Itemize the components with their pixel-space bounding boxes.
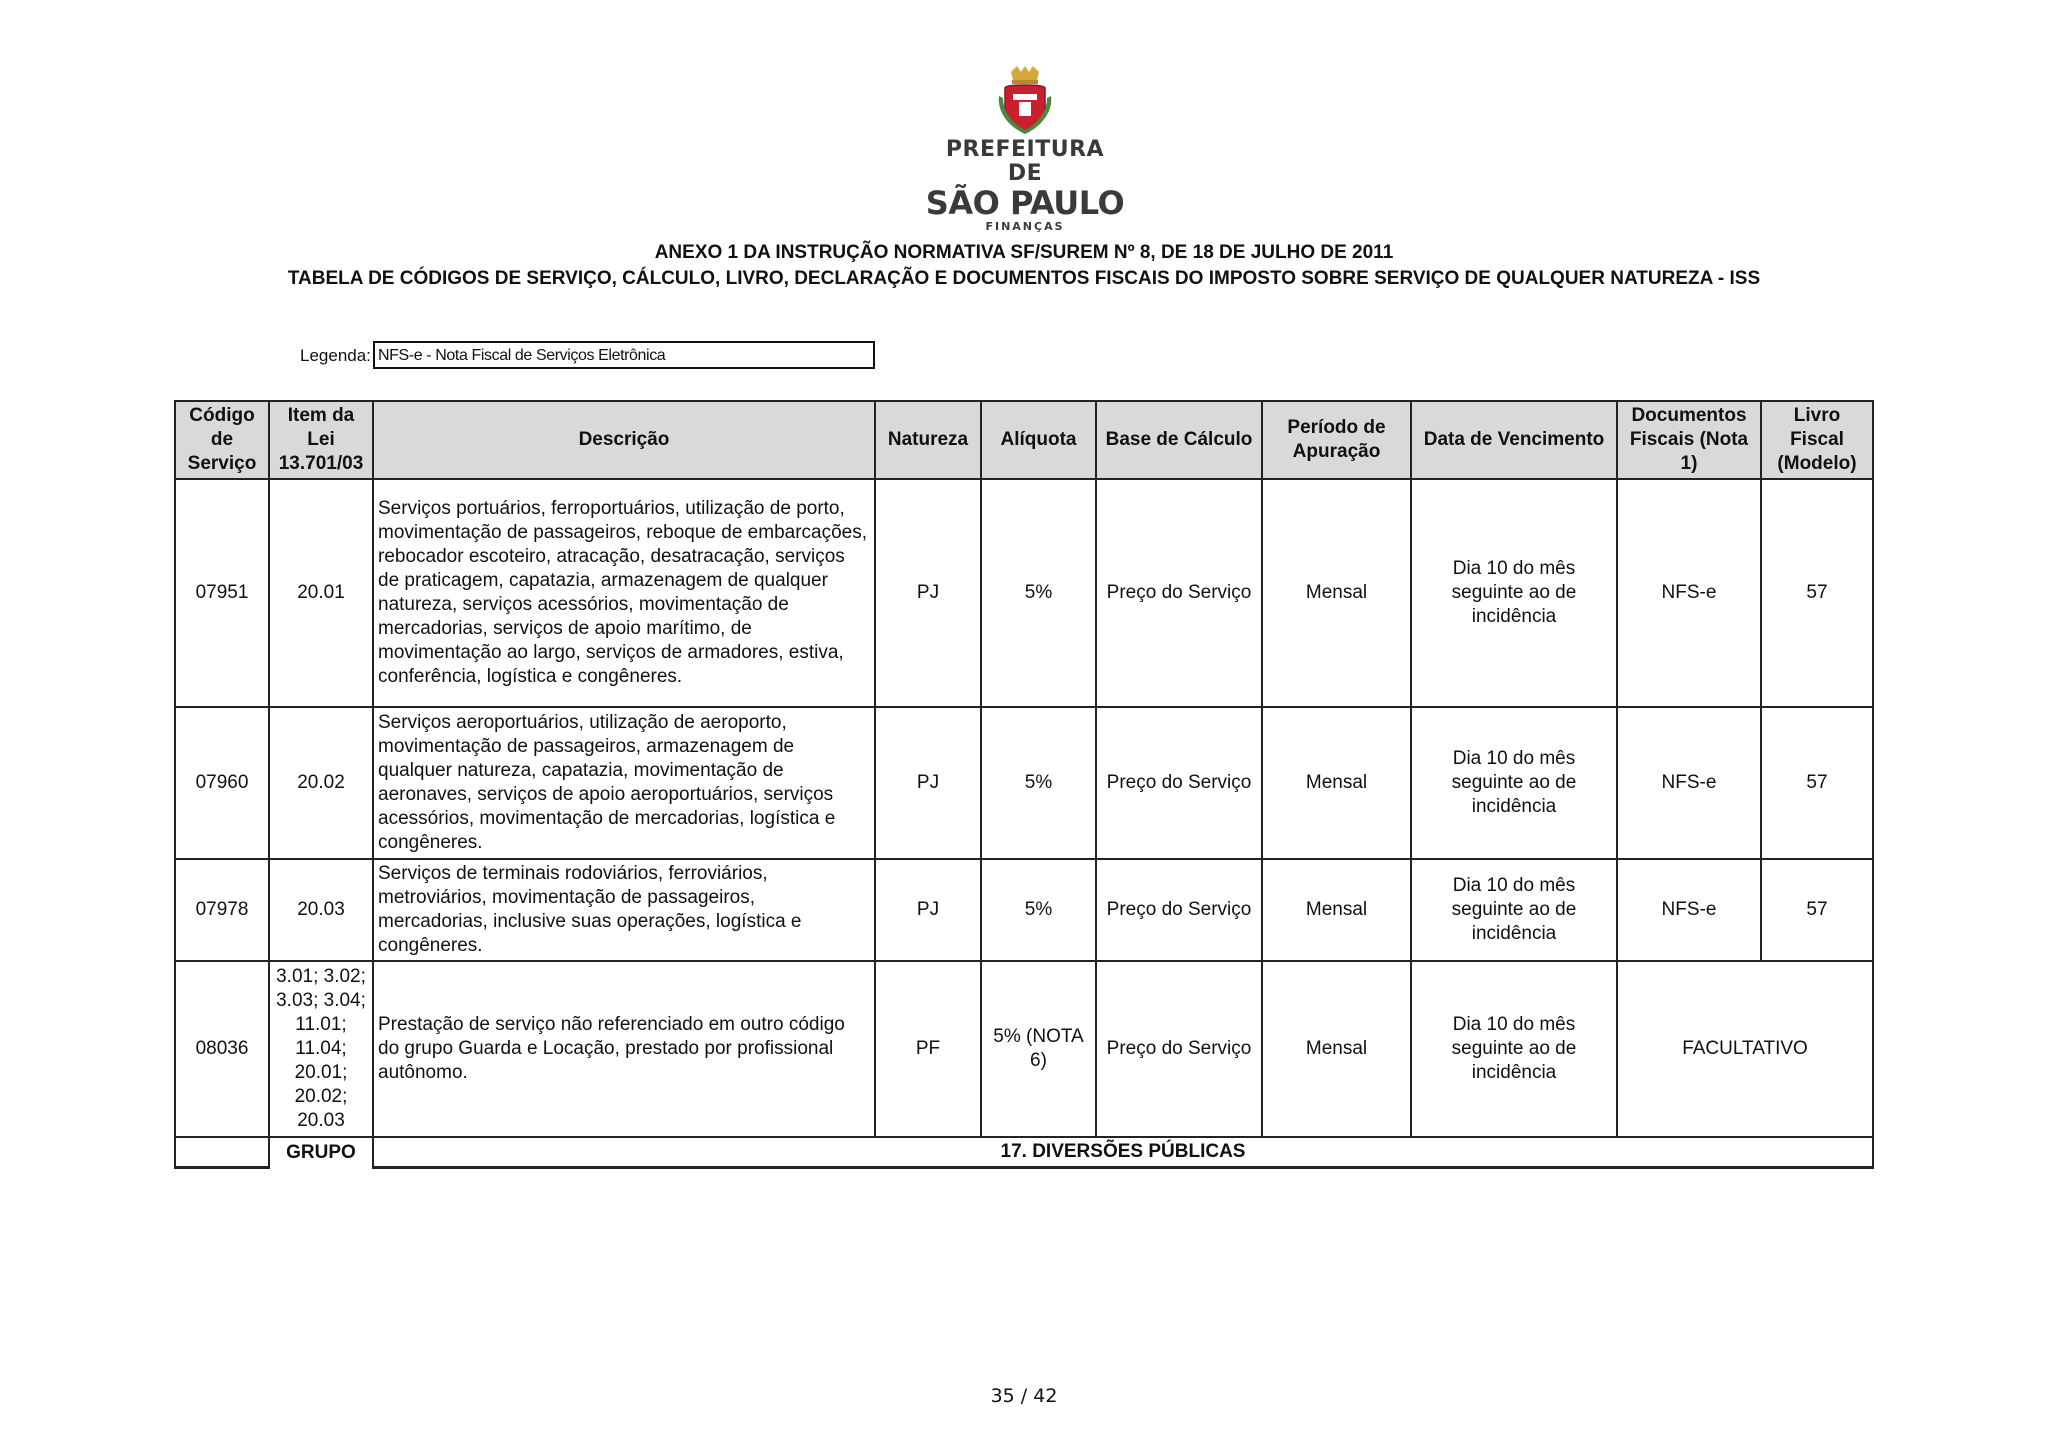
prefeitura-logo [925, 66, 1125, 233]
header-documentos: Documentos Fiscais (Nota 1) [1617, 401, 1761, 479]
cell-codigo: 07978 [175, 859, 269, 961]
table-header-row [175, 401, 1873, 479]
document-subtitle: TABELA DE CÓDIGOS DE SERVIÇO, CÁLCULO, LIVRO, DECLARAÇÃO E DOCUMENTOS FISCAIS DO IMPOSTO SOBRE SERVIÇO DE QUALQUER NATUREZA - ISS [287, 268, 1761, 289]
header-natureza: Natureza [875, 401, 981, 479]
logo-line-financas: FINANÇAS [985, 220, 1065, 233]
group-title: 17. DIVERSÕES PÚBLICAS [373, 1137, 1873, 1168]
table-row [175, 961, 1873, 1137]
header-base: Base de Cálculo [1096, 401, 1262, 479]
cell-codigo: 07951 [175, 479, 269, 707]
cell-documentos: NFS-e [1617, 859, 1761, 961]
cell-natureza: PF [875, 961, 981, 1137]
cell-documentos: NFS-e [1617, 479, 1761, 707]
cell-periodo: Mensal [1262, 961, 1411, 1137]
group-label: GRUPO [269, 1137, 373, 1168]
header-codigo: Código de Serviço [175, 401, 269, 479]
cell-base: Preço do Serviço [1096, 961, 1262, 1137]
cell-codigo: 07960 [175, 707, 269, 859]
cell-base: Preço do Serviço [1096, 707, 1262, 859]
cell-vencimento: Dia 10 do mês seguinte ao de incidência [1411, 707, 1617, 859]
coat-of-arms-icon [997, 66, 1053, 136]
cell-vencimento: Dia 10 do mês seguinte ao de incidência [1411, 961, 1617, 1137]
table-row [175, 479, 1873, 707]
document-title: ANEXO 1 DA INSTRUÇÃO NORMATIVA SF/SUREM Nº 8, DE 18 DE JULHO DE 2011 [654, 242, 1394, 263]
header-vencimento: Data de Vencimento [1411, 401, 1617, 479]
page-number: 35 / 42 [990, 1385, 1058, 1407]
cell-base: Preço do Serviço [1096, 479, 1262, 707]
header-livro: Livro Fiscal (Modelo) [1761, 401, 1873, 479]
cell-item: 20.03 [269, 859, 373, 961]
cell-periodo: Mensal [1262, 859, 1411, 961]
cell-aliquota: 5% (NOTA 6) [981, 961, 1096, 1137]
header-descricao: Descrição [373, 401, 875, 479]
table-row [175, 707, 1873, 859]
header-aliquota: Alíquota [981, 401, 1096, 479]
cell-vencimento: Dia 10 do mês seguinte ao de incidência [1411, 859, 1617, 961]
cell-descricao: Serviços aeroportuários, utilização de aeroporto, movimentação de passageiros, armazenagem de qualquer natureza, capatazia, movimentação de aeronaves, serviços de apoio aeroportuários, serviços acessórios, movimentação de mercadorias, logística e congêneres. [373, 707, 875, 859]
cell-livro: 57 [1761, 479, 1873, 707]
cell-descricao: Serviços portuários, ferroportuários, utilização de porto, movimentação de passageiros, reboque de embarcações, rebocador escoteiro, atracação, desatracação, serviços de praticagem, capatazia, armazenagem de qualquer natureza, serviços acessórios, movimentação de mercadorias, serviços de apoio marítimo, de movimentação ao largo, serviços de armadores, estiva, conferência, logística e congêneres. [373, 479, 875, 707]
logo-line-prefeitura: PREFEITURA DE [945, 137, 1105, 186]
cell-periodo: Mensal [1262, 479, 1411, 707]
legend-label: Legenda: [300, 346, 371, 365]
service-codes-table [174, 400, 1874, 1169]
cell-livro: 57 [1761, 859, 1873, 961]
cell-codigo: 08036 [175, 961, 269, 1137]
logo-line-sao-paulo: SÃO PAULO [925, 184, 1125, 222]
cell-descricao: Prestação de serviço não referenciado em outro código do grupo Guarda e Locação, prestado por profissional autônomo. [373, 961, 875, 1137]
cell-natureza: PJ [875, 479, 981, 707]
cell-aliquota: 5% [981, 859, 1096, 961]
cell-item: 20.02 [269, 707, 373, 859]
cell-livro: 57 [1761, 707, 1873, 859]
header-periodo: Período de Apuração [1262, 401, 1411, 479]
group-spacer [175, 1137, 269, 1168]
cell-documentos: NFS-e [1617, 707, 1761, 859]
cell-documentos-livro: FACULTATIVO [1617, 961, 1873, 1137]
cell-vencimento: Dia 10 do mês seguinte ao de incidência [1411, 479, 1617, 707]
table-row [175, 859, 1873, 961]
header-item: Item da Lei 13.701/03 [269, 401, 373, 479]
cell-aliquota: 5% [981, 479, 1096, 707]
cell-natureza: PJ [875, 707, 981, 859]
cell-natureza: PJ [875, 859, 981, 961]
cell-base: Preço do Serviço [1096, 859, 1262, 961]
cell-item: 3.01; 3.02; 3.03; 3.04; 11.01; 11.04; 20.01; 20.02; 20.03 [269, 961, 373, 1137]
cell-aliquota: 5% [981, 707, 1096, 859]
group-header-row [175, 1137, 1873, 1168]
cell-item: 20.01 [269, 479, 373, 707]
cell-periodo: Mensal [1262, 707, 1411, 859]
cell-descricao: Serviços de terminais rodoviários, ferroviários, metroviários, movimentação de passageiros, mercadorias, inclusive suas operações, logística e congêneres. [373, 859, 875, 961]
legend-box: NFS-e - Nota Fiscal de Serviços Eletrônica [373, 341, 875, 369]
